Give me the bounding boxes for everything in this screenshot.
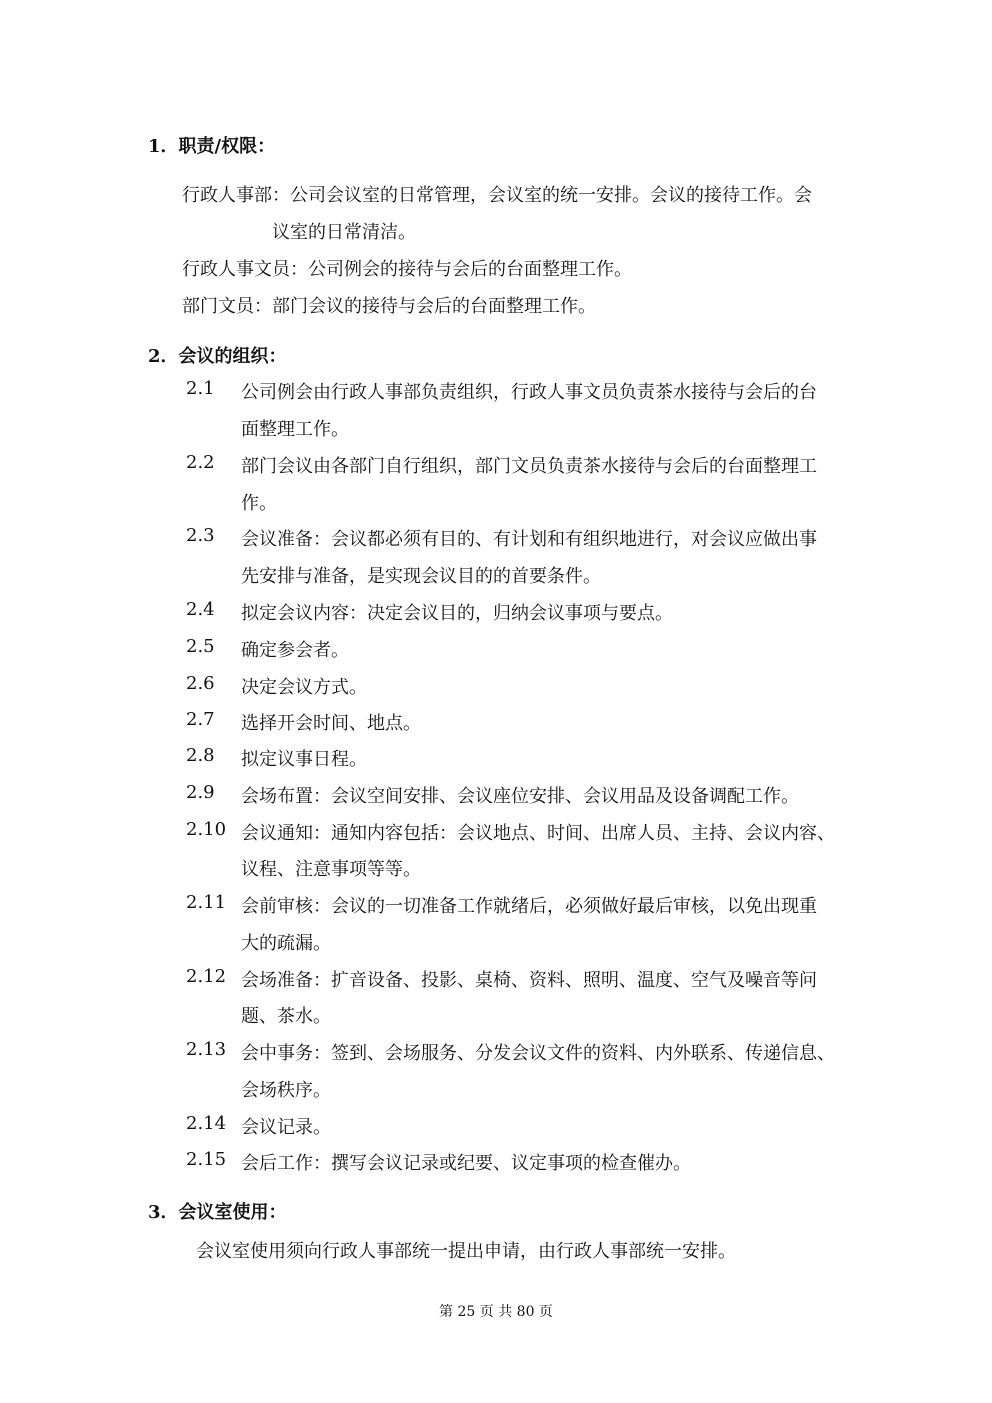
item-number: 2.12 bbox=[186, 966, 227, 987]
section-1-line: 行政人事部：公司会议室的日常管理，会议室的统一安排。会议的接待工作。会 bbox=[182, 185, 812, 206]
item-text: 会场准备：扩音设备、投影、桌椅、资料、照明、温度、空气及噪音等问 bbox=[241, 970, 817, 991]
item-number: 2.11 bbox=[186, 892, 227, 913]
item-number: 2.15 bbox=[186, 1149, 227, 1170]
item-text: 部门会议由各部门自行组织，部门文员负责茶水接待与会后的台面整理工 bbox=[241, 456, 817, 477]
section-3-line: 会议室使用须向行政人事部统一提出申请，由行政人事部统一安排。 bbox=[196, 1241, 736, 1262]
section-1-line: 行政人事文员：公司例会的接待与会后的台面整理工作。 bbox=[182, 259, 632, 280]
item-number: 2.3 bbox=[186, 525, 215, 546]
item-text: 拟定会议内容：决定会议目的，归纳会议事项与要点。 bbox=[241, 603, 673, 624]
item-number: 2.4 bbox=[186, 599, 215, 620]
item-number: 2.9 bbox=[186, 782, 215, 803]
item-text: 选择开会时间、地点。 bbox=[241, 713, 421, 734]
item-text: 公司例会由行政人事部负责组织，行政人事文员负责茶水接待与会后的台 bbox=[241, 382, 817, 403]
item-text: 会议通知：通知内容包括：会议地点、时间、出席人员、主持、会议内容、 bbox=[241, 823, 835, 844]
section-3-heading: 3．会议室使用： bbox=[148, 1202, 287, 1223]
item-text: 拟定议事日程。 bbox=[241, 749, 367, 770]
item-text: 会场布置：会议空间安排、会议座位安排、会议用品及设备调配工作。 bbox=[241, 786, 799, 807]
item-text: 作。 bbox=[241, 493, 277, 514]
item-text: 先安排与准备，是实现会议目的的首要条件。 bbox=[241, 566, 601, 587]
item-text: 大的疏漏。 bbox=[241, 933, 331, 954]
item-text: 议程、注意事项等等。 bbox=[241, 859, 421, 880]
section-1-heading: 1．职责/权限： bbox=[148, 136, 276, 157]
item-number: 2.1 bbox=[186, 378, 215, 399]
item-text: 会中事务：签到、会场服务、分发会议文件的资料、内外联系、传递信息、 bbox=[241, 1043, 835, 1064]
section-1-line: 议室的日常清洁。 bbox=[272, 222, 416, 243]
item-number: 2.7 bbox=[186, 709, 215, 730]
item-number: 2.14 bbox=[186, 1113, 227, 1134]
item-text: 确定参会者。 bbox=[241, 640, 349, 661]
item-text: 会议记录。 bbox=[241, 1117, 331, 1138]
section-2-heading: 2．会议的组织： bbox=[148, 346, 287, 367]
item-text: 面整理工作。 bbox=[241, 419, 349, 440]
page-footer: 第 25 页 共 80 页 bbox=[439, 1304, 553, 1320]
item-text: 会场秩序。 bbox=[241, 1080, 331, 1101]
item-number: 2.5 bbox=[186, 636, 215, 657]
item-text: 决定会议方式。 bbox=[241, 677, 367, 698]
item-number: 2.2 bbox=[186, 452, 215, 473]
section-1-line: 部门文员：部门会议的接待与会后的台面整理工作。 bbox=[182, 296, 596, 317]
item-text: 会前审核：会议的一切准备工作就绪后，必须做好最后审核，以免出现重 bbox=[241, 896, 817, 917]
item-text: 会后工作：撰写会议记录或纪要、议定事项的检查催办。 bbox=[241, 1153, 691, 1174]
item-number: 2.10 bbox=[186, 819, 227, 840]
item-number: 2.6 bbox=[186, 673, 215, 694]
item-text: 会议准备：会议都必须有目的、有计划和有组织地进行，对会议应做出事 bbox=[241, 529, 817, 550]
item-number: 2.8 bbox=[186, 745, 215, 766]
item-number: 2.13 bbox=[186, 1039, 227, 1060]
item-text: 题、茶水。 bbox=[241, 1006, 331, 1027]
